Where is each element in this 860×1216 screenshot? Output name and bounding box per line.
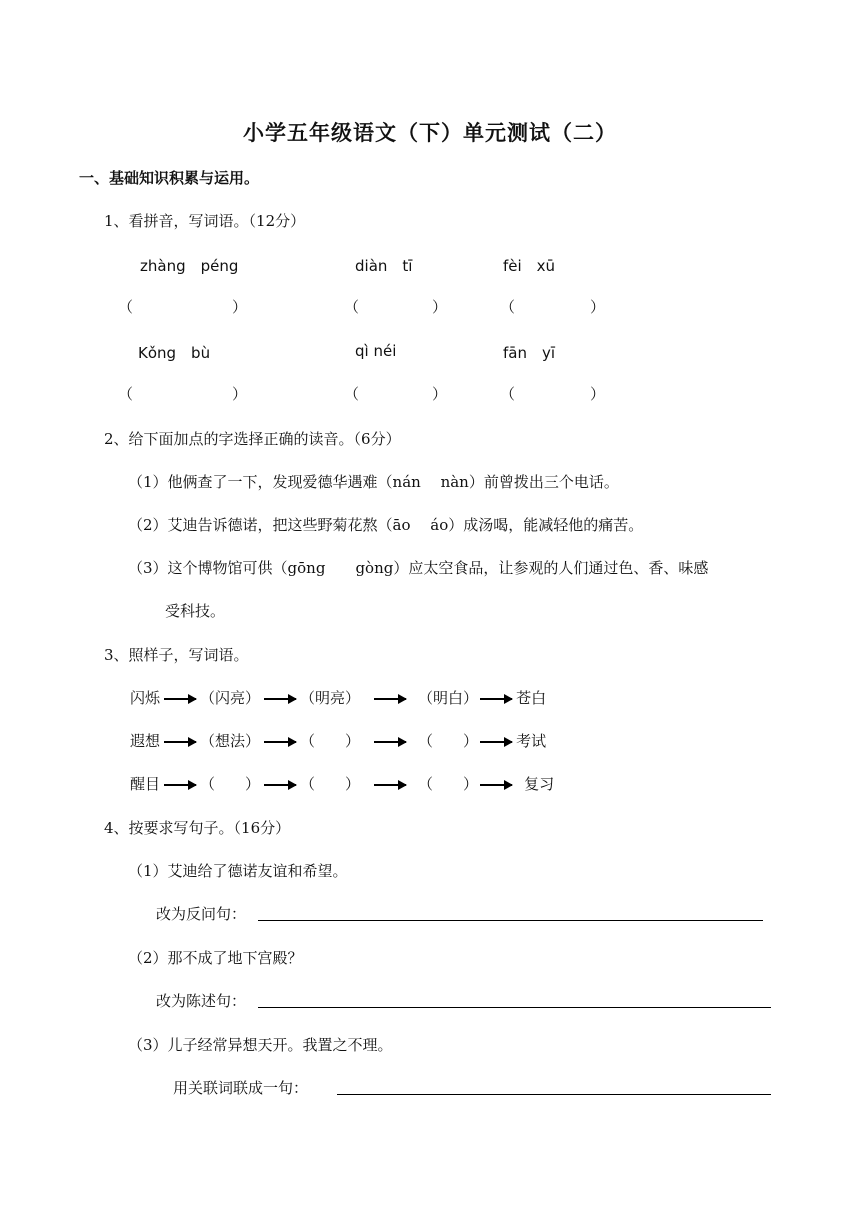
word-chain-blank: （ ） [300,775,361,793]
answer-paren-close: ） [232,385,248,403]
question-2-item-continued: 受科技。 [165,602,226,620]
pinyin-4: Kǒng bù [138,344,211,362]
answer-paren-close: ） [590,298,606,316]
arrow-icon [264,741,296,743]
word-chain-start: 遐想 [130,732,161,750]
word-chain-blank: （ ） [300,732,361,750]
word-chain-row [130,687,546,708]
answer-paren-open: （ [118,385,134,403]
word-chain-start: 闪烁 [130,689,161,707]
word-chain-blank: （明白） [418,689,479,707]
arrow-icon [164,784,196,786]
word-chain-row [130,730,546,751]
word-chain-blank: （ ） [200,775,261,793]
answer-line[interactable] [258,920,763,921]
task-declarative: 改为陈述句： [156,992,247,1010]
question-3-label: 3、照样子，写词语。 [104,646,249,664]
word-chain-blank: （ ） [418,732,479,750]
page-title: 小学五年级语文（下）单元测试（二） [243,120,617,145]
pinyin-2: diàn tī [355,257,413,275]
answer-paren-close: ） [432,385,448,403]
question-1-label: 1、看拼音，写词语。（12分） [104,212,306,230]
arrow-icon [480,784,512,786]
task-conjunction: 用关联词联成一句： [173,1079,309,1097]
answer-paren-open: （ [344,298,360,316]
question-2-item: （2）艾迪告诉德诺，把这些野菊花熬（āo áo）成汤喝，能减轻他的痛苦。 [128,516,644,534]
answer-paren-close: ） [590,385,606,403]
pinyin-5: qì néi [355,342,397,360]
answer-line[interactable] [258,1007,771,1008]
question-2-item: （1）他俩查了一下，发现爱德华遇难（nán nàn）前曾拨出三个电话。 [128,473,619,491]
arrow-icon [264,784,296,786]
task-rhetorical-question: 改为反问句： [156,905,247,923]
pinyin-3: fèi xū [503,257,556,275]
sentence-3: （3）儿子经常异想天开。我置之不理。 [128,1036,393,1054]
arrow-icon [374,741,406,743]
word-chain-blank: （明亮） [300,689,361,707]
section-heading: 一、基础知识积累与运用。 [79,169,260,187]
word-chain-blank: （ ） [418,775,479,793]
question-4-label: 4、按要求写句子。（16分） [104,819,291,837]
question-2-item: （3）这个博物馆可供（gōng gòng）应太空食品，让参观的人们通过色、香、味感 [128,559,709,577]
arrow-icon [480,698,512,700]
answer-paren-close: ） [432,298,448,316]
word-chain-end: 苍白 [516,689,547,707]
arrow-icon [480,741,512,743]
arrow-icon [164,741,196,743]
pinyin-6: fān yī [503,344,556,362]
arrow-icon [374,784,406,786]
answer-paren-open: （ [500,298,516,316]
answer-line[interactable] [337,1094,771,1095]
arrow-icon [264,698,296,700]
word-chain-end: 考试 [516,732,547,750]
word-chain-row [130,773,554,794]
arrow-icon [164,698,196,700]
word-chain-end: 复习 [524,775,555,793]
answer-paren-open: （ [118,298,134,316]
sentence-1: （1）艾迪给了德诺友谊和希望。 [128,862,348,880]
word-chain-blank: （想法） [200,732,261,750]
question-2-label: 2、给下面加点的字选择正确的读音。（6分） [104,430,401,448]
arrow-icon [374,698,406,700]
answer-paren-close: ） [232,298,248,316]
answer-paren-open: （ [344,385,360,403]
sentence-2: （2）那不成了地下宫殿？ [128,949,303,967]
word-chain-blank: （闪亮） [200,689,261,707]
pinyin-1: zhàng péng [140,257,239,275]
word-chain-start: 醒目 [130,775,161,793]
answer-paren-open: （ [500,385,516,403]
